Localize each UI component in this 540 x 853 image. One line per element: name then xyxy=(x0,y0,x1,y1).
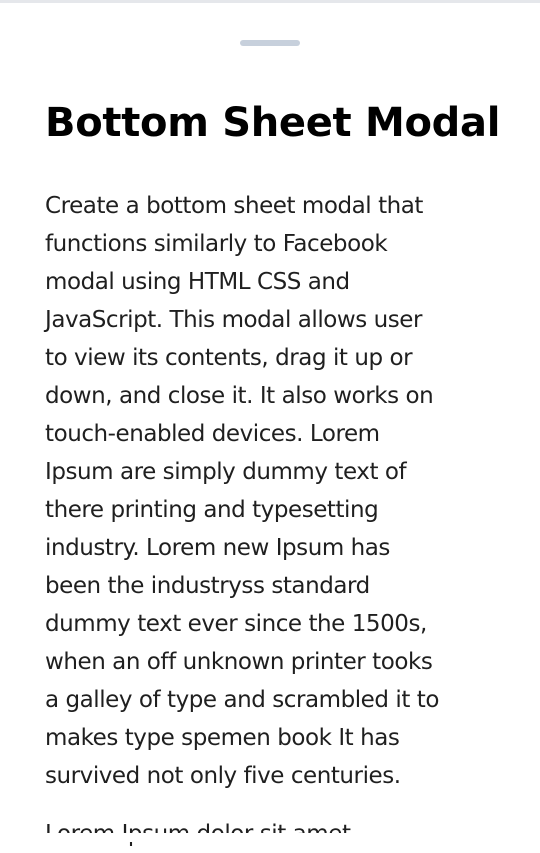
sheet-title: Bottom Sheet Modal xyxy=(45,100,501,146)
bottom-sheet-modal xyxy=(0,3,540,833)
body-text-line: touch-enabled devices. Lorem xyxy=(45,421,380,447)
body-text-line: JavaScript. This modal allows user xyxy=(45,307,423,333)
body-text-line: modal using HTML CSS and xyxy=(45,269,350,295)
body-text-line: Ipsum are simply dummy text of xyxy=(45,459,407,485)
sheet-bottom-clip xyxy=(0,833,540,842)
body-text-line: when an off unknown printer tooks xyxy=(45,649,433,675)
body-text-line: down, and close it. It also works on xyxy=(45,383,434,409)
body-text-line: industry. Lorem new Ipsum has xyxy=(45,535,390,561)
drag-handle-icon[interactable] xyxy=(240,40,300,46)
body-text-line: been the industryss standard xyxy=(45,573,370,599)
body-text-line: to view its contents, drag it up or xyxy=(45,345,413,371)
sheet-body-text xyxy=(45,187,497,795)
body-text-line: functions similarly to Facebook xyxy=(45,231,388,257)
drag-handle-area[interactable] xyxy=(0,3,540,73)
body-text-line: dummy text ever since the 1500s, xyxy=(45,611,427,637)
body-text-line: makes type spemen book It has xyxy=(45,725,400,751)
body-text-line: there printing and typesetting xyxy=(45,497,379,523)
body-text-line: survived not only five centuries. xyxy=(45,763,401,789)
body-text-line: a galley of type and scrambled it to xyxy=(45,687,439,713)
body-text-line: Create a bottom sheet modal that xyxy=(45,193,424,219)
